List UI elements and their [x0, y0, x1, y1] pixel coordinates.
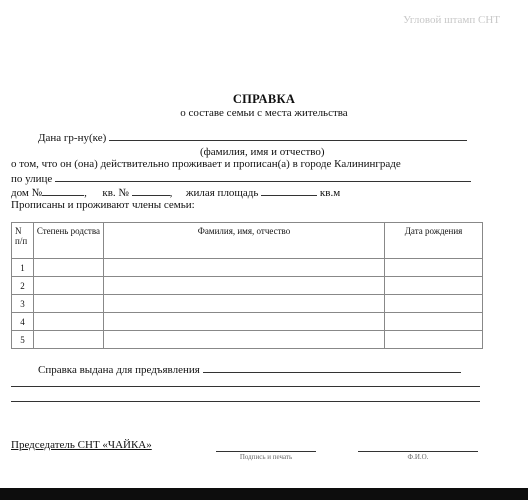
blank-line-1[interactable]: [11, 386, 480, 387]
row-number: 3: [12, 295, 34, 313]
row-number: 4: [12, 313, 34, 331]
row-number: 5: [12, 331, 34, 349]
name-blank[interactable]: [358, 450, 478, 452]
chairman-label: Председатель СНТ «ЧАЙКА»: [11, 439, 152, 451]
relation-cell[interactable]: [33, 313, 103, 331]
family-members-table: [11, 222, 483, 349]
row-number: 2: [12, 277, 34, 295]
fio-cell[interactable]: [103, 295, 384, 313]
birth-date-cell[interactable]: [385, 277, 483, 295]
issued-for-line: [38, 362, 461, 376]
birth-date-cell[interactable]: [385, 259, 483, 277]
header-number: N п/п: [12, 223, 34, 259]
name-caption: Ф.И.О.: [407, 453, 429, 461]
street-blank[interactable]: [55, 171, 471, 182]
house-label: дом №: [11, 187, 43, 199]
table-row: [12, 259, 483, 277]
blank-line-2[interactable]: [11, 401, 480, 402]
street-label: по улице: [11, 173, 53, 185]
fio-cell[interactable]: [103, 277, 384, 295]
table-header-row: [12, 223, 483, 259]
relation-cell[interactable]: [33, 277, 103, 295]
signature-blank[interactable]: [216, 450, 316, 452]
document-title: СПРАВКА: [232, 92, 296, 106]
house-comma: ,: [84, 187, 87, 199]
birth-date-cell[interactable]: [385, 295, 483, 313]
birth-date-cell[interactable]: [385, 331, 483, 349]
given-to-label: Дана гр-ну(ке): [38, 132, 107, 144]
house-blank[interactable]: [42, 185, 84, 196]
table-row: [12, 295, 483, 313]
flat-blank[interactable]: [132, 185, 170, 196]
signature-caption: Подпись и печать: [239, 453, 293, 461]
bottom-black-bar: [0, 488, 528, 500]
residence-line: о том, что он (она) действительно проживает и прописан(а) в городе Калининграде: [11, 158, 401, 170]
address-line: [11, 185, 340, 199]
relation-cell[interactable]: [33, 331, 103, 349]
relation-cell[interactable]: [33, 295, 103, 313]
table-row: [12, 313, 483, 331]
given-to-line: [38, 130, 467, 144]
fio-cell[interactable]: [103, 259, 384, 277]
fio-hint: (фамилия, имя и отчество): [200, 146, 325, 158]
members-heading: Прописаны и проживают члены семьи:: [11, 199, 195, 211]
given-to-blank[interactable]: [109, 130, 467, 141]
table-row: [12, 277, 483, 295]
table-row: [12, 331, 483, 349]
area-label: жилая площадь: [185, 187, 259, 199]
corner-stamp-placeholder: Угловой штамп СНТ: [403, 14, 500, 26]
document-subtitle: о составе семьи с места жительства: [180, 107, 348, 119]
header-relation: Степень родства: [33, 223, 103, 259]
issued-for-label: Справка выдана для предъявления: [38, 364, 200, 376]
row-number: 1: [12, 259, 34, 277]
area-blank[interactable]: [261, 185, 317, 196]
birth-date-cell[interactable]: [385, 313, 483, 331]
fio-cell[interactable]: [103, 313, 384, 331]
issued-for-blank[interactable]: [203, 362, 461, 373]
flat-comma: ,: [169, 187, 173, 199]
header-birth-date: Дата рождения: [385, 223, 483, 259]
street-line: [11, 171, 471, 185]
area-unit: кв.м: [319, 187, 341, 199]
flat-label: кв. №: [102, 187, 129, 199]
header-fio: Фамилия, имя, отчество: [103, 223, 384, 259]
fio-cell[interactable]: [103, 331, 384, 349]
relation-cell[interactable]: [33, 259, 103, 277]
